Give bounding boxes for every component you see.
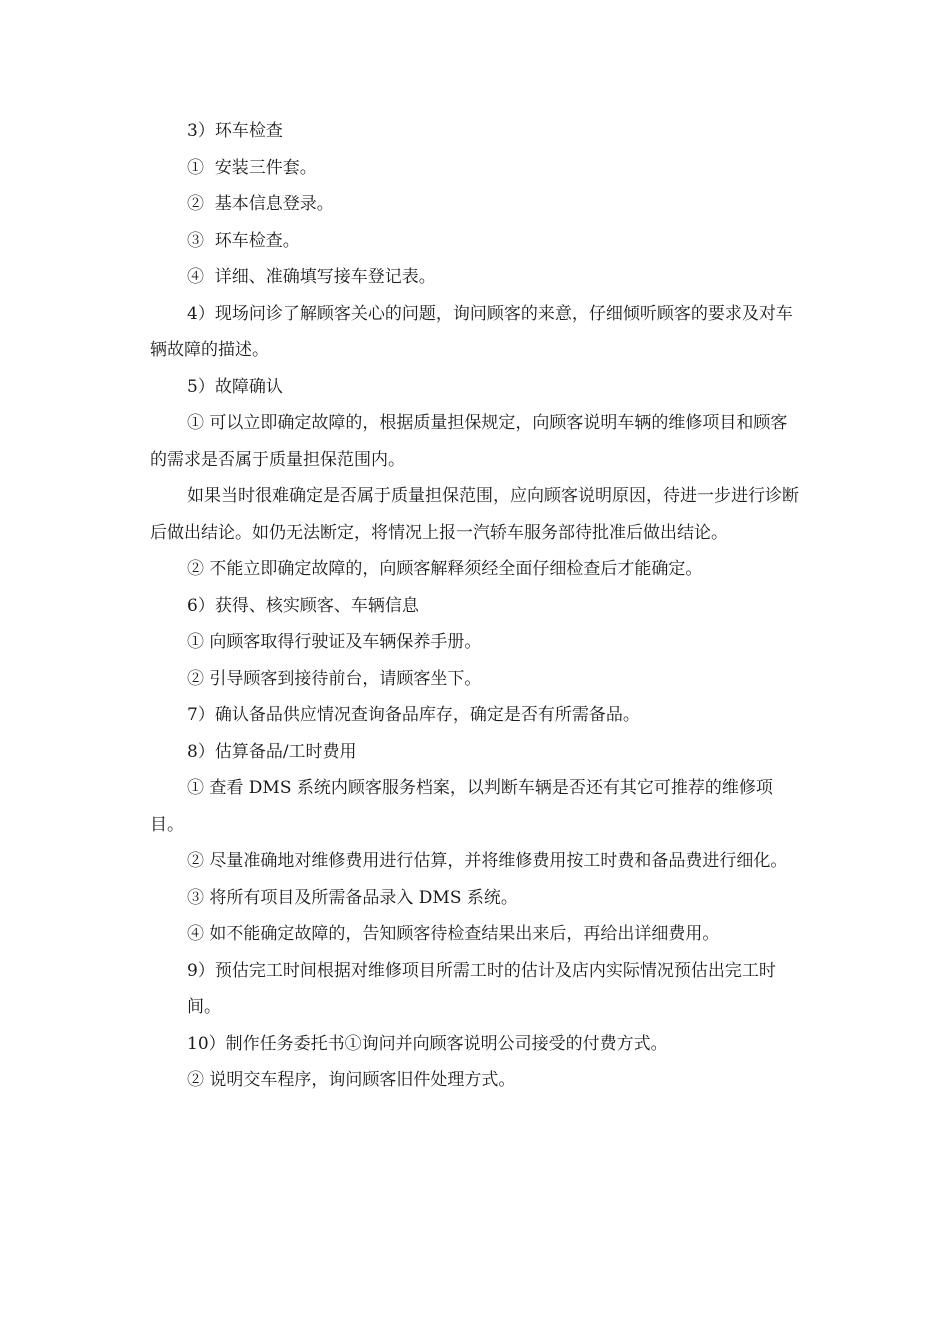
paragraph: ③ 将所有项目及所需备品录入 DMS 系统。 bbox=[187, 887, 518, 908]
paragraph: ① 可以立即确定故障的，根据质量担保规定，向顾客说明车辆的维修项目和顾客的需求是否属于质量担保范围内。 bbox=[150, 413, 788, 470]
paragraph: 7）确认备品供应情况查询备品库存，确定是否有所需备品。 bbox=[187, 705, 640, 725]
paragraph: ④ 如不能确定故障的，告知顾客待检查结果出来后，再给出详细费用。 bbox=[187, 924, 720, 944]
paragraph: 9）预估完工时间根据对维修项目所需工时的估计及店内实际情况预估出完工时间。 bbox=[187, 960, 776, 1017]
paragraph: 6）获得、核实顾客、车辆信息 bbox=[187, 595, 419, 616]
paragraph: ② 说明交车程序，询问顾客旧件处理方式。 bbox=[187, 1070, 516, 1090]
paragraph: 8）估算备品/工时费用 bbox=[187, 741, 357, 762]
paragraph: 5）故障确认 bbox=[187, 376, 283, 397]
paragraph: ① 向顾客取得行驶证及车辆保养手册。 bbox=[187, 632, 482, 652]
document-body bbox=[150, 113, 800, 1099]
paragraph: ④ 详细、准确填写接车登记表。 bbox=[187, 267, 436, 287]
paragraph: ② 尽量准确地对维修费用进行估算，并将维修费用按工时费和备品费进行细化。 bbox=[187, 851, 788, 871]
paragraph: 如果当时很难确定是否属于质量担保范围，应向顾客说明原因，待进一步进行诊断后做出结论。如仍无法断定，将情况上报一汽轿车服务部待批准后做出结论。 bbox=[150, 486, 799, 543]
paragraph: ① 安装三件套。 bbox=[187, 157, 317, 178]
paragraph: ② 不能立即确定故障的，向顾客解释须经全面仔细检查后才能确定。 bbox=[187, 559, 703, 579]
paragraph: 10）制作任务委托书①询问并向顾客说明公司接受的付费方式。 bbox=[187, 1033, 668, 1054]
paragraph: 3）环车检查 bbox=[187, 121, 283, 141]
paragraph: ② 基本信息登录。 bbox=[187, 194, 334, 214]
paragraph: ② 引导顾客到接待前台，请顾客坐下。 bbox=[187, 668, 482, 689]
paragraph: ① 查看 DMS 系统内顾客服务档案，以判断车辆是否还有其它可推荐的维修项目。 bbox=[150, 778, 773, 835]
paragraph: 4）现场问诊了解顾客关心的问题，询问顾客的来意，仔细倾听顾客的要求及对车辆故障的描述。 bbox=[150, 303, 793, 360]
paragraph: ③ 环车检查。 bbox=[187, 230, 300, 251]
